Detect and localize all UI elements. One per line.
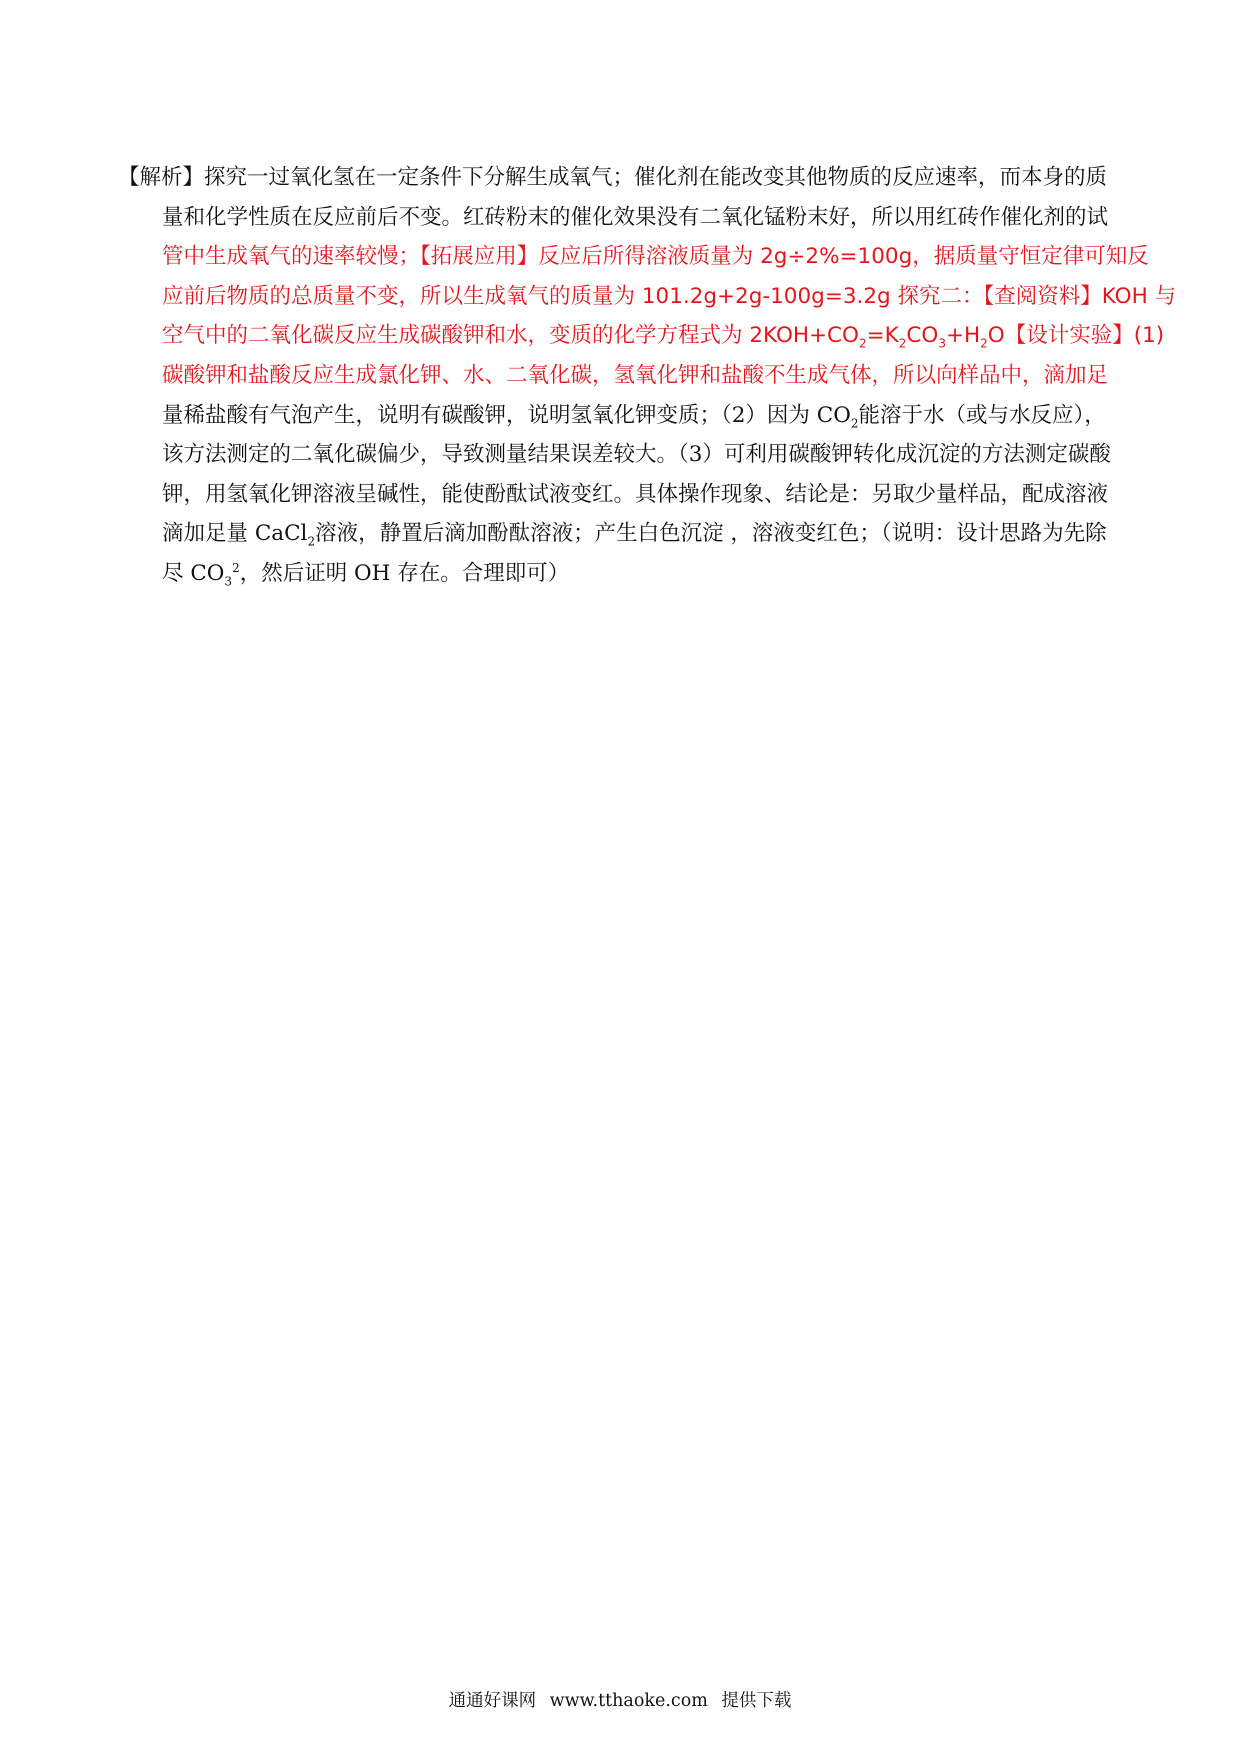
- highlighted-text: 碳酸钾和盐酸反应生成氯化钾、水、二氧化碳，氢氧化钾和盐酸不生成气体，所以向样品中，滴加足: [162, 362, 1109, 388]
- subscript: 3: [938, 336, 946, 351]
- highlighted-text: =K: [866, 323, 899, 349]
- text-line: [118, 237, 1149, 277]
- subscript: 2: [307, 534, 316, 549]
- highlighted-text: 应前后物质的总质量不变，所以生成氧气的质量为 101.2g+2g-100g=3.2g 探究二：【查阅资料】KOH 与: [162, 283, 1177, 309]
- text-line: [118, 475, 1128, 515]
- body-text: 钾，用氢氧化钾溶液呈碱性，能使酚酞试液变红。具体操作现象、结论是：另取少量样品，配成溶液: [162, 481, 1109, 507]
- text-line: [118, 396, 1128, 436]
- subscript: 2: [858, 336, 867, 351]
- highlighted-text: +H: [945, 323, 981, 349]
- body-text: ，然后证明 OH 存在。合理即可）: [239, 560, 570, 586]
- highlighted-text: 管中生成氧气的速率较慢；【拓展应用】反应后所得溶液质量为 2g÷2%=100g，据质量守恒定律可知反: [162, 244, 1149, 270]
- footer-url[interactable]: www.tthaoke.com: [549, 1691, 708, 1711]
- body-text: 尽 CO: [162, 560, 225, 586]
- highlighted-text: O【设计实验】(1): [987, 323, 1165, 349]
- subscript: 2: [980, 336, 988, 351]
- subscript: 2: [850, 415, 859, 430]
- analysis-section: [118, 158, 1177, 594]
- body-text: 探究一过氧化氢在一定条件下分解生成氧气；催化剂在能改变其他物质的反应速率，而本身的质: [204, 165, 1108, 190]
- text-line: [118, 554, 1128, 594]
- text-line: [118, 158, 1128, 198]
- text-line: [118, 435, 1128, 475]
- subscript: 2: [898, 336, 907, 351]
- page-footer: [0, 1687, 1240, 1712]
- highlighted-text: 空气中的二氧化碳反应生成碳酸钾和水，变质的化学方程式为 2KOH+CO: [162, 323, 859, 349]
- body-text: 量和化学性质在反应前后不变。红砖粉末的催化效果没有二氧化锰粉末好，所以用红砖作催化剂的试: [162, 204, 1109, 230]
- superscript: 2: [232, 560, 240, 575]
- body-text: 溶液，静置后滴加酚酞溶液；产生白色沉淀 ，溶液变红色；（说明：设计思路为先除: [315, 521, 1107, 547]
- subscript: 3: [224, 574, 233, 589]
- analysis-label: 【解析】: [118, 165, 205, 190]
- footer-suffix: 提供下载: [721, 1691, 792, 1711]
- body-text: 该方法测定的二氧化碳偏少，导致测量结果误差较大。（3）可利用碳酸钾转化成沉淀的方法测定碳酸: [162, 442, 1111, 468]
- text-line: [118, 316, 1165, 356]
- text-line: [118, 514, 1128, 554]
- highlighted-text: CO: [906, 323, 939, 349]
- text-line: [118, 198, 1128, 238]
- text-line: [118, 356, 1128, 396]
- body-text: 量稀盐酸有气泡产生，说明有碳酸钾，说明氢氧化钾变质；（2）因为 CO: [162, 402, 851, 428]
- body-text: 能溶于水（或与水反应），: [858, 402, 1106, 428]
- text-line: [118, 277, 1177, 317]
- footer-site-name: 通通好课网: [448, 1691, 537, 1711]
- body-text: 滴加足量 CaCl: [162, 521, 308, 547]
